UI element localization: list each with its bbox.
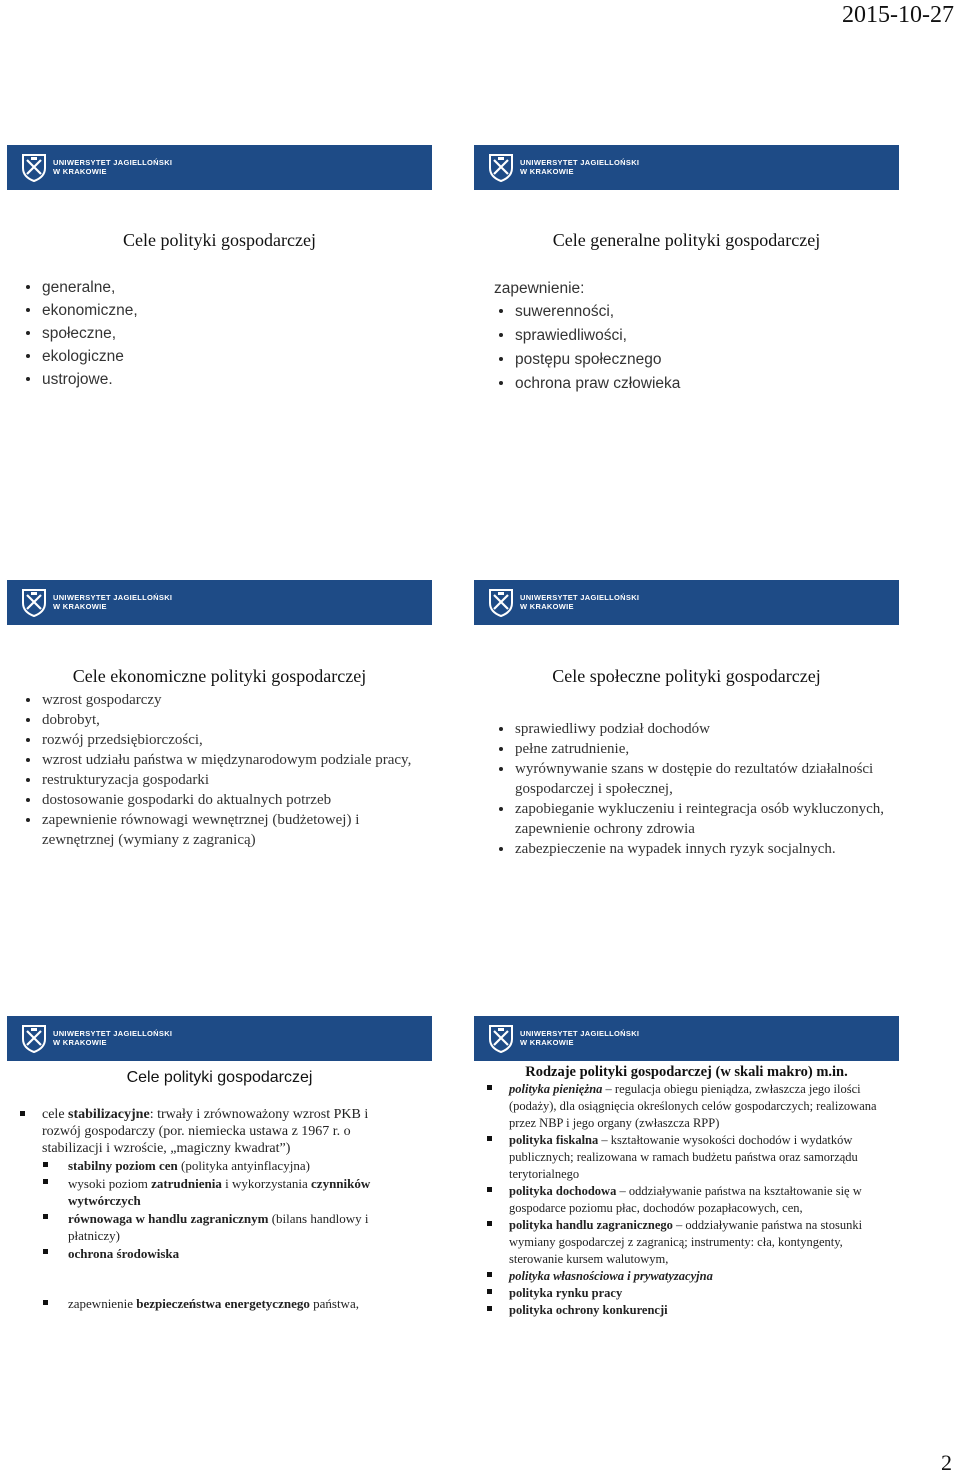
crest-icon <box>488 1023 514 1053</box>
list-item: rozwój przedsiębiorczości, <box>25 730 417 750</box>
slide-title: Cele polityki gospodarczej <box>126 1069 313 1086</box>
text-span: i wykorzystania <box>221 1175 312 1191</box>
text-bold: równowaga w handlu zagranicznym <box>68 1210 269 1226</box>
slide-header-bar <box>474 145 899 190</box>
list-item <box>481 1217 886 1268</box>
list-item: wzrost gospodarczy <box>25 690 417 710</box>
list-item: dobrobyt, <box>25 710 417 730</box>
sub-item <box>40 1175 409 1210</box>
text-span: wysoki poziom <box>68 1175 152 1191</box>
crest-icon <box>21 152 47 182</box>
logo-line-2: W KRAKOWIE <box>53 602 107 611</box>
crest-icon <box>488 152 514 182</box>
crest-icon <box>21 587 47 617</box>
text-span: – oddziaływanie państwa na stosunki wymiany gospodarczej z zagranicą; instrumenty: cła, kontyngenty, sterowanie kursem walutowym, <box>509 1218 863 1266</box>
final-list <box>40 1295 432 1312</box>
list-item: restrukturyzacja gospodarki <box>25 770 417 790</box>
text-bold: bezpieczeństwa energetycznego <box>136 1296 310 1311</box>
list-item <box>481 1285 886 1302</box>
slide-header-bar <box>7 1016 432 1061</box>
slide-header-bar <box>474 580 899 625</box>
list-item <box>481 1183 886 1217</box>
university-logo <box>21 587 172 617</box>
text-bold: ochrona środowiska <box>68 1245 180 1261</box>
list-item: zabezpieczenie na wypadek innych ryzyk socjalnych. <box>498 839 890 859</box>
list-item: zapobieganie wykluczeniu i reintegracja osób wykluczonych, zapewnienie ochrony zdrowia <box>498 799 890 839</box>
text-bold: stabilny poziom cen <box>68 1158 178 1173</box>
bullet-list <box>481 1081 886 1319</box>
slide-4 <box>474 580 899 859</box>
slide-2 <box>474 145 899 396</box>
slide-5 <box>7 1016 432 1312</box>
logo-line-2: W KRAKOWIE <box>520 1038 574 1047</box>
sub-list <box>40 1157 409 1262</box>
slide-intro: zapewnienie: <box>494 280 585 297</box>
text-bold <box>509 1082 602 1096</box>
text-bold: polityka ochrony konkurencji <box>509 1303 668 1317</box>
text-span: cele <box>42 1107 69 1122</box>
slide-title: Cele społeczne polityki gospodarczej <box>552 666 821 686</box>
crest-icon <box>21 1023 47 1053</box>
bullet-list <box>498 719 890 859</box>
text-span: – regulacja obiegu pieniądza, zwłaszcza jego ilości (podaży), dla osiągnięcia określonych celów gospodarczych; realizowana przez NBP i jego organy (zwłaszcza RPP) <box>509 1082 877 1130</box>
text-span: (bilans handlowy i płatniczy) <box>68 1210 369 1243</box>
bullet-list <box>498 300 899 396</box>
page-number: 2 <box>941 1450 952 1475</box>
list-item <box>481 1081 886 1132</box>
university-logo <box>21 152 172 182</box>
text-span: : trwały i zrównoważony wzrost PKB i rozwój gospodarczy (por. niemiecka ustawa z 1967 r. o stabilizacji i wzroście, „magiczny kwadrat”) <box>42 1107 369 1156</box>
list-item: postępu społecznego <box>498 348 899 372</box>
list-item: ekologiczne <box>25 345 432 368</box>
text-bold: czynników wytwórczych <box>68 1175 371 1208</box>
text-italic: polityka pieniężna <box>509 1082 603 1096</box>
slide-header-bar <box>7 145 432 190</box>
text-span: – kształtowanie wysokości dochodów i wydatków publicznych; realizowana w ramach budżetu państwa oraz samorządu terytorialnego <box>509 1133 858 1181</box>
slide-title: Cele polityki gospodarczej <box>123 230 316 250</box>
sub-item <box>40 1245 409 1263</box>
logo-line-2: W KRAKOWIE <box>520 602 574 611</box>
list-item: pełne zatrudnienie, <box>498 739 890 759</box>
university-logo <box>488 1023 639 1053</box>
text-bold: polityka dochodowa <box>509 1184 617 1198</box>
logo-line-2: W KRAKOWIE <box>53 1038 107 1047</box>
slide-title: Rodzaje polityki gospodarczej (w skali makro) m.in. <box>525 1064 848 1080</box>
crest-icon <box>488 587 514 617</box>
slide-header-bar <box>474 1016 899 1061</box>
slide-1 <box>7 145 432 391</box>
text-span: (polityka antyinflacyjna) <box>177 1158 310 1173</box>
list-item: generalne, <box>25 276 432 299</box>
sub-item <box>40 1210 409 1245</box>
list-item: ochrona praw człowieka <box>498 372 899 396</box>
slide-title: Cele generalne polityki gospodarczej <box>552 230 821 250</box>
bullet-list <box>25 690 417 850</box>
text-span: państwa, <box>309 1296 359 1311</box>
bullet-list <box>25 276 432 391</box>
list-item <box>481 1132 886 1183</box>
list-item <box>14 1106 409 1262</box>
bullet-list <box>14 1106 409 1262</box>
text-span: zapewnienie <box>68 1296 137 1311</box>
list-item: sprawiedliwy podział dochodów <box>498 719 890 739</box>
text-italic: polityka własnościowa i prywatyzacyjna <box>509 1269 713 1283</box>
logo-line-1: UNIWERSYTET JAGIELLOŃSKI <box>520 593 640 602</box>
list-item: zapewnienie równowagi wewnętrznej (budżetowej) i zewnętrznej (wymiany z zagranicą) <box>25 810 417 850</box>
list-item <box>481 1302 886 1319</box>
slide-3 <box>7 580 432 850</box>
text-span: – oddziaływanie państwa na kształtowanie się w gospodarce poziomu płac, dochodów pozapłacowych, cen, <box>509 1184 862 1215</box>
document-date: 2015-10-27 <box>842 2 954 28</box>
logo-line-2: W KRAKOWIE <box>53 167 107 176</box>
text-bold: polityka rynku pracy <box>509 1286 623 1300</box>
list-item: suwerenności, <box>498 300 899 324</box>
text-bold: stabilizacyjne <box>68 1107 150 1122</box>
logo-line-2: W KRAKOWIE <box>520 167 574 176</box>
logo-line-1: UNIWERSYTET JAGIELLOŃSKI <box>53 1029 173 1038</box>
list-item: ekonomiczne, <box>25 299 432 322</box>
slide-header-bar <box>7 580 432 625</box>
logo-line-1: UNIWERSYTET JAGIELLOŃSKI <box>520 1029 640 1038</box>
logo-line-1: UNIWERSYTET JAGIELLOŃSKI <box>520 158 640 167</box>
text-bold: polityka handlu zagranicznego <box>509 1218 673 1232</box>
text-bold: polityka fiskalna <box>509 1133 599 1147</box>
slide-title: Cele ekonomiczne polityki gospodarczej <box>72 666 367 686</box>
list-item: ustrojowe. <box>25 368 432 391</box>
list-item <box>40 1295 432 1312</box>
logo-line-1: UNIWERSYTET JAGIELLOŃSKI <box>53 593 173 602</box>
list-item: wyrównywanie szans w dostępie do rezultatów działalności gospodarczej i społecznej, <box>498 759 890 799</box>
slide-6 <box>474 1016 899 1319</box>
logo-line-1: UNIWERSYTET JAGIELLOŃSKI <box>53 158 173 167</box>
sub-item <box>40 1157 409 1175</box>
text-bold: zatrudnienia <box>151 1175 222 1191</box>
university-logo <box>488 587 639 617</box>
text-bold <box>509 1269 713 1283</box>
university-logo <box>21 1023 172 1053</box>
list-item: społeczne, <box>25 322 432 345</box>
list-item: sprawiedliwości, <box>498 324 899 348</box>
list-item: wzrost udziału państwa w międzynarodowym podziale pracy, <box>25 750 417 770</box>
university-logo <box>488 152 639 182</box>
list-item <box>481 1268 886 1285</box>
list-item: dostosowanie gospodarki do aktualnych potrzeb <box>25 790 417 810</box>
